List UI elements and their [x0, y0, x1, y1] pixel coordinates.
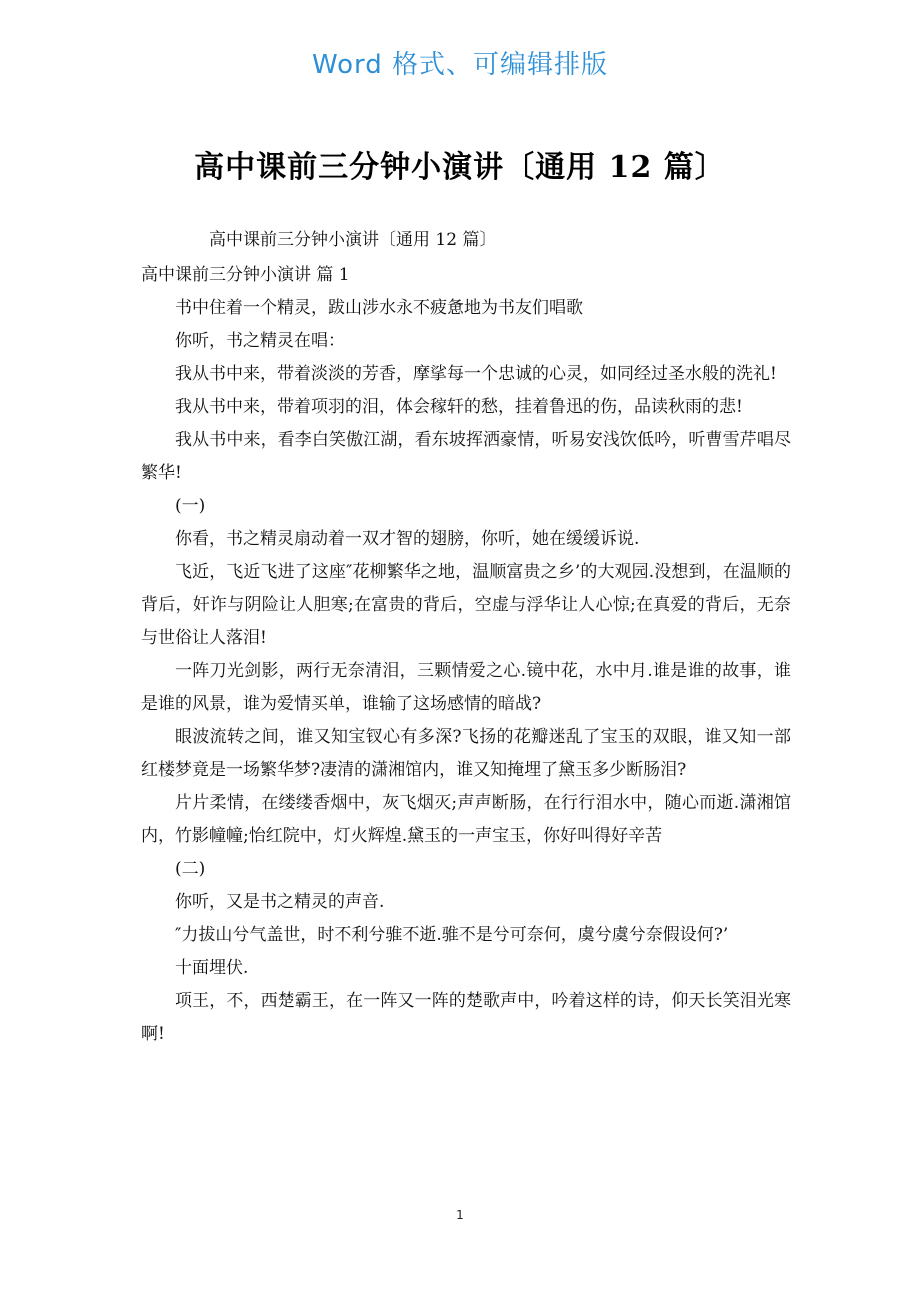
- paragraph: 飞近，飞近飞进了这座″花柳繁华之地，温顺富贵之乡’的大观园.没想到，在温顺的背后，奸诈与阴险让人胆寒;在富贵的背后，空虚与浮华让人心惊;在真爱的背后，无奈与世俗让人落泪!: [141, 562, 791, 648]
- document-subtitle: 高中课前三分钟小演讲〔通用 12 篇〕: [209, 230, 497, 250]
- paragraph: 项王，不，西楚霸王，在一阵又一阵的楚歌声中，吟着这样的诗，仰天长笑泪光寒啊!: [141, 991, 791, 1044]
- paragraph: 书中住着一个精灵，跋山涉水永不疲惫地为书友们唱歌: [175, 298, 583, 318]
- section-marker: (一): [175, 496, 206, 516]
- paragraph: 一阵刀光剑影，两行无奈清泪，三颗情爱之心.镜中花，水中月.谁是谁的故事，谁是谁的风景，谁为爱情买单，谁输了这场感情的暗战?: [141, 661, 791, 714]
- paragraph: 你听，又是书之精灵的声音.: [175, 892, 385, 912]
- section-marker: (二): [175, 859, 206, 879]
- paragraph: ″力拔山兮气盖世，时不利兮骓不逝.骓不是兮可奈何，虞兮虞兮奈假设何?’: [175, 925, 729, 945]
- paragraph: 我从书中来，看李白笑傲江湖，看东坡挥洒豪情，听易安浅饮低吟，听曹雪芹唱尽繁华!: [141, 430, 791, 483]
- paragraph: 我从书中来，带着项羽的泪，体会稼轩的愁，挂着鲁迅的伤，品读秋雨的悲!: [175, 397, 743, 417]
- document-body: [141, 224, 791, 1051]
- paragraph: 你看，书之精灵扇动着一双才智的翅膀，你听，她在缓缓诉说.: [175, 529, 640, 549]
- document-title: 高中课前三分钟小演讲〔通用 12 篇〕: [194, 150, 726, 185]
- page-header-banner: Word 格式、可编辑排版: [311, 50, 609, 80]
- paragraph: 眼波流转之间，谁又知宝钗心有多深?飞扬的花瓣迷乱了宝玉的双眼，谁又知一部红楼梦竟是一场繁华梦?凄清的潇湘馆内，谁又知掩埋了黛玉多少断肠泪?: [141, 727, 791, 780]
- paragraph: 十面埋伏.: [175, 958, 249, 978]
- paragraph: 我从书中来，带着淡淡的芳香，摩挲每一个忠诚的心灵，如同经过圣水般的洗礼!: [175, 364, 777, 384]
- section-heading: 高中课前三分钟小演讲 篇 1: [141, 265, 350, 285]
- paragraph: 你听，书之精灵在唱：: [175, 331, 345, 351]
- paragraph: 片片柔情，在缕缕香烟中，灰飞烟灭;声声断肠，在行行泪水中，随心而逝.潇湘馆内，竹影幢幢;怡红院中，灯火辉煌.黛玉的一声宝玉，你好叫得好辛苦: [141, 793, 791, 846]
- page-number: 1: [456, 1208, 464, 1222]
